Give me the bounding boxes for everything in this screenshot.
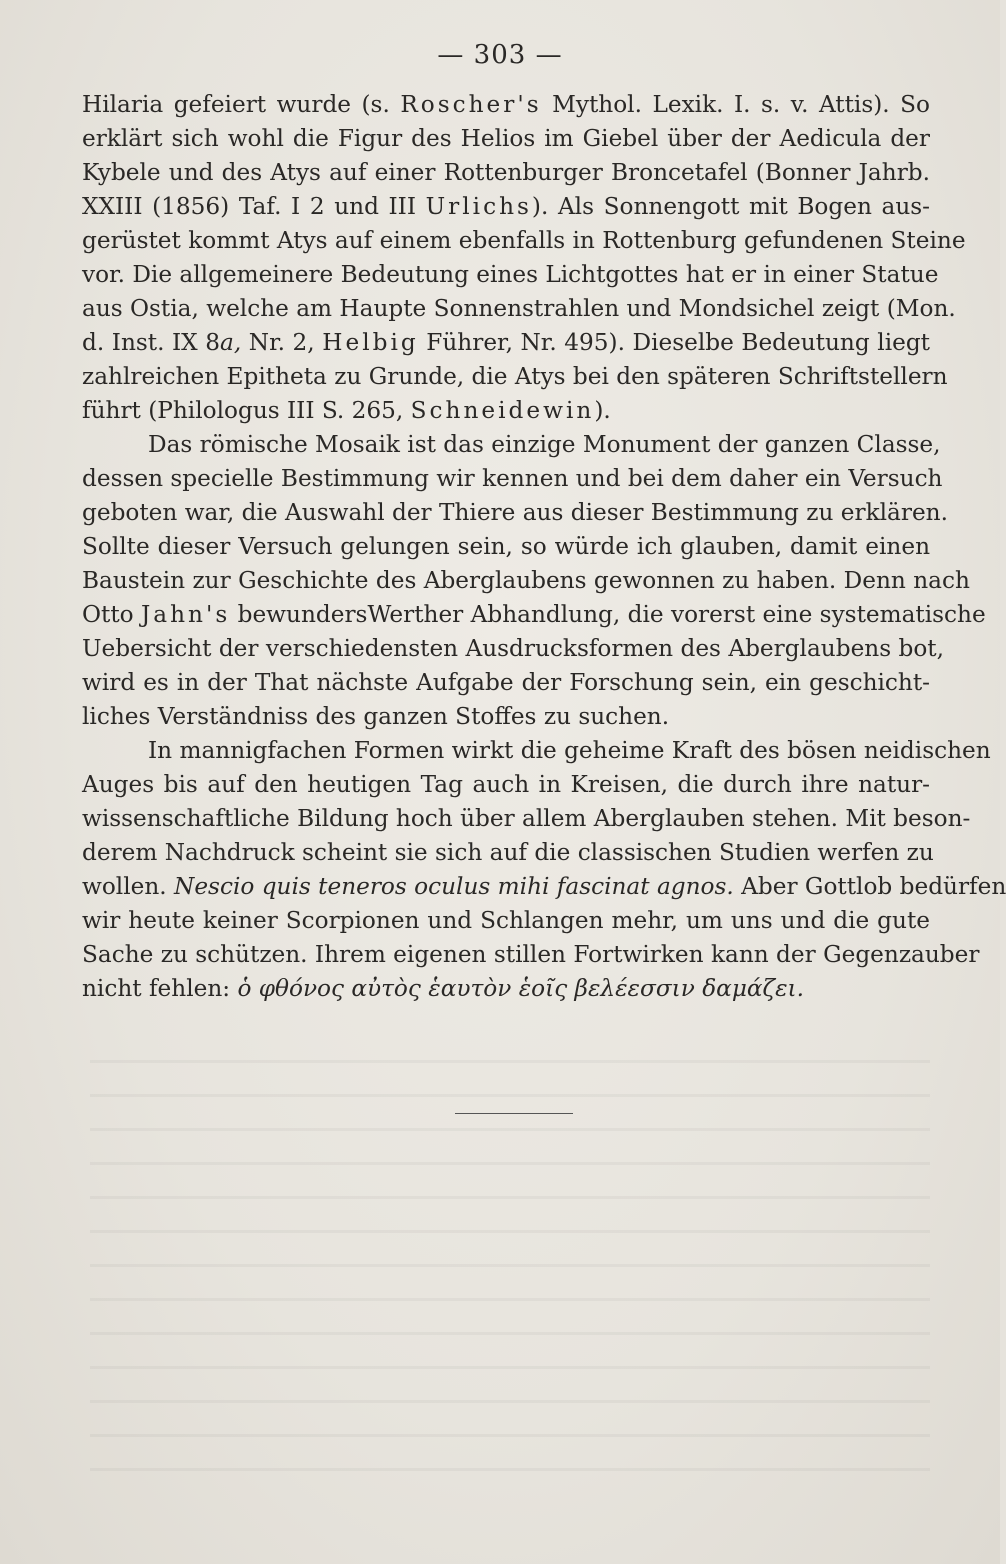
text-line	[82, 326, 930, 360]
text-segment: XXIII (1856) Taf. I 2 und III	[82, 193, 426, 220]
paragraph	[82, 734, 1006, 1006]
text-segment: In mannigfachen Formen wirkt die geheime Kraft des bösen neidischen	[148, 737, 991, 764]
text-segment: liches Verständniss des ganzen Stoffes zu suchen.	[82, 703, 670, 730]
text-segment: Otto	[82, 601, 141, 628]
italic-text: Nescio quis teneros oculus mihi fascinat agnos.	[174, 873, 734, 900]
text-segment: zahlreichen Epitheta zu Grunde, die Atys bei den späteren Schriftstellern	[82, 363, 948, 390]
text-line	[82, 972, 930, 1006]
spaced-name: Schneidewin	[410, 397, 595, 424]
text-segment: derem Nachdruck scheint sie sich auf die classischen Studien werfen zu	[82, 839, 934, 866]
section-end-rule	[455, 1113, 573, 1114]
text-segment: ). Als Sonnengott mit Bogen aus-	[531, 193, 930, 220]
spaced-name: Helbig	[322, 329, 419, 356]
text-segment: geboten war, die Auswahl der Thiere aus dieser Bestimmung zu erklären.	[82, 499, 948, 526]
text-segment: erklärt sich wohl die Figur des Helios im Giebel über der Aedicula der	[82, 125, 930, 152]
spaced-name: Roscher's	[400, 91, 542, 118]
text-segment: wissenschaftliche Bildung hoch über allem Aberglauben stehen. Mit beson-	[82, 805, 971, 832]
text-segment: wir heute keiner Scorpionen und Schlangen mehr, um uns und die gute	[82, 907, 930, 934]
text-segment: Baustein zur Geschichte des Aberglaubens gewonnen zu haben. Denn nach	[82, 567, 970, 594]
text-segment: führt (Philologus III S. 265,	[82, 397, 411, 424]
text-segment: Führer, Nr. 495). Dieselbe Bedeutung liegt	[418, 329, 930, 356]
text-line	[82, 496, 948, 530]
text-segment: Kybele und des Atys auf einer Rottenburger Broncetafel (Bonner Jahrb.	[82, 159, 930, 186]
text-line	[82, 904, 930, 938]
italic-text: ὁ φθόνος αὐτὸς ἑαυτὸν ἑοῖς βελέεσσιν δαμάζει.	[237, 975, 805, 1002]
text-line	[82, 224, 966, 258]
text-line	[82, 88, 930, 122]
text-segment: Das römische Mosaik ist das einzige Monument der ganzen Classe,	[148, 431, 941, 458]
page-number: — 303 —	[437, 40, 563, 70]
text-line	[82, 156, 930, 190]
text-segment: vor. Die allgemeinere Bedeutung eines Lichtgottes hat er in einer Statue	[82, 261, 939, 288]
spaced-name: Jahn's	[140, 601, 231, 628]
text-line	[82, 632, 944, 666]
text-line	[82, 122, 930, 156]
text-segment: aus Ostia, welche am Haupte Sonnenstrahlen und Mondsichel zeigt (Mon.	[82, 295, 956, 322]
text-segment: nicht fehlen:	[82, 975, 238, 1002]
text-line	[82, 768, 930, 802]
text-segment: dessen specielle Bestimmung wir kennen und bei dem daher ein Versuch	[82, 465, 943, 492]
text-line	[82, 870, 1006, 904]
spaced-name: Urlichs	[425, 193, 532, 220]
text-segment: Hilaria gefeiert wurde (s.	[82, 91, 401, 118]
text-line	[82, 428, 941, 462]
text-segment: Nr. 2,	[241, 329, 323, 356]
show-through-texture	[90, 1040, 930, 1500]
body-text	[82, 88, 1006, 1006]
text-segment: wollen.	[82, 873, 175, 900]
text-segment: Sollte dieser Versuch gelungen sein, so würde ich glauben, damit einen	[82, 533, 930, 560]
text-line	[82, 666, 930, 700]
paragraph	[82, 88, 966, 428]
text-segment: ).	[594, 397, 611, 424]
text-segment: Uebersicht der verschiedensten Ausdrucksformen des Aberglaubens bot,	[82, 635, 944, 662]
text-line	[82, 734, 991, 768]
text-line	[82, 598, 986, 632]
text-segment: Mythol. Lexik. I. s. v. Attis). So	[541, 91, 930, 118]
text-line	[82, 190, 930, 224]
text-line	[82, 462, 943, 496]
text-segment: Sache zu schützen. Ihrem eigenen stillen Fortwirken kann der Gegenzauber	[82, 941, 980, 968]
text-line	[82, 360, 948, 394]
text-line	[82, 802, 971, 836]
text-segment: Auges bis auf den heutigen Tag auch in Kreisen, die durch ihre natur-	[82, 771, 930, 798]
italic-text: a,	[220, 329, 242, 356]
text-line	[82, 292, 956, 326]
text-segment: d. Inst. IX 8	[82, 329, 221, 356]
text-line	[82, 530, 930, 564]
text-segment: gerüstet kommt Atys auf einem ebenfalls in Rottenburg gefundenen Steine	[82, 227, 966, 254]
text-line	[82, 258, 939, 292]
paragraph	[82, 428, 986, 734]
text-line	[82, 394, 930, 428]
text-segment: Aber Gottlob bedürfen	[733, 873, 1006, 900]
text-line	[82, 938, 980, 972]
text-segment: bewundersWerther Abhandlung, die vorerst eine systematische	[230, 601, 986, 628]
text-line	[82, 700, 930, 734]
text-line	[82, 836, 934, 870]
text-segment: wird es in der That nächste Aufgabe der Forschung sein, ein geschicht-	[82, 669, 930, 696]
text-line	[82, 564, 970, 598]
